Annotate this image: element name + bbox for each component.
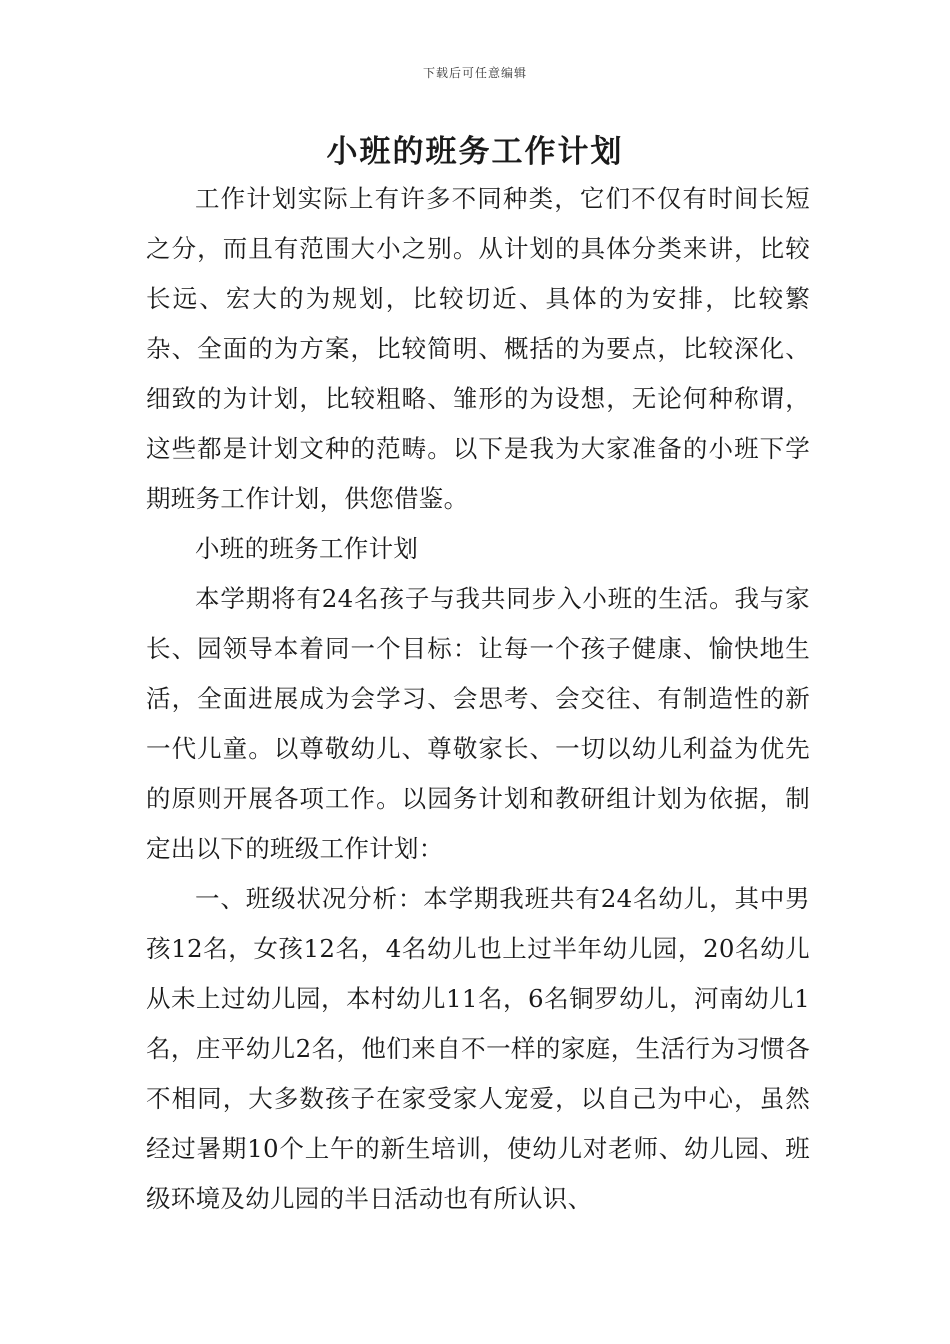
header-note: 下载后可任意编辑 [422, 66, 527, 80]
class-analysis-paragraph: 一、班级状况分析：本学期我班共有24名幼儿，其中男孩12名，女孩12名，4名幼儿也上过半年幼儿园，20名幼儿从未上过幼儿园，本村幼儿11名，6名铜罗幼儿，河南幼儿1名，庄平幼儿2名，他们来自不一样的家庭，生活行为习惯各不相同，大多数孩子在家受家人宠爱，以自己为中心，虽然经过暑期10个上午的新生培训，使幼儿对老师、幼儿园、班级环境及幼儿园的半日活动也有所认识、 [146, 884, 810, 1213]
intro-paragraph: 工作计划实际上有许多不同种类，它们不仅有时间长短之分，而且有范围大小之别。从计划的具体分类来讲，比较长远、宏大的为规划，比较切近、具体的为安排，比较繁杂、全面的为方案，比较简明、概括的为要点，比较深化、细致的为计划，比较粗略、雏形的为设想，无论何种称谓，这些都是计划文种的范畴。以下是我为大家准备的小班下学期班务工作计划，供您借鉴。 [146, 184, 810, 513]
section-heading: 小班的班务工作计划 [195, 534, 419, 563]
overview-paragraph: 本学期将有24名孩子与我共同步入小班的生活。我与家长、园领导本着同一个目标：让每一个孩子健康、愉快地生活，全面进展成为会学习、会思考、会交往、有制造性的新一代儿童。以尊敬幼儿、尊敬家长、一切以幼儿利益为优先的原则开展各项工作。以园务计划和教研组计划为依据，制定出以下的班级工作计划： [146, 584, 810, 863]
document-title: 小班的班务工作计划 [326, 134, 624, 170]
document-body [146, 174, 810, 1224]
